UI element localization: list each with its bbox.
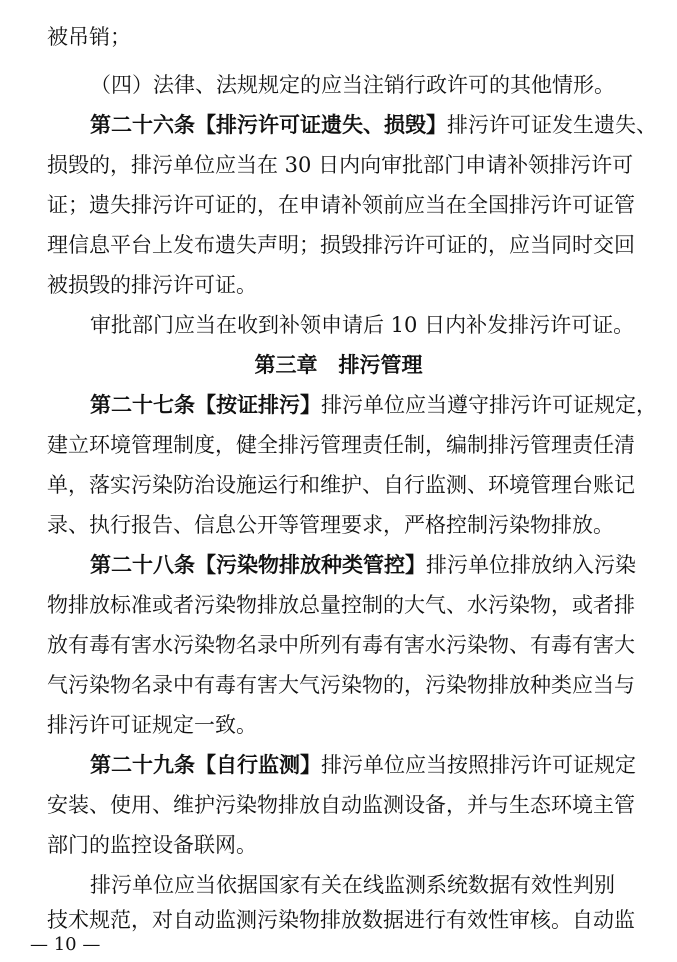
- text-line: 排污单位应当依据国家有关在线监测系统数据有效性判别: [90, 873, 615, 897]
- article-28-title: 第二十八条【污染物排放种类管控】: [90, 552, 426, 577]
- text-line: 部门的监控设备联网。: [47, 833, 257, 857]
- text-line: 放有毒有害水污染物名录中所列有毒有害水污染物、有毒有害大: [47, 633, 635, 657]
- article-26-first-line: [90, 105, 657, 145]
- text-line: 被损毁的排污许可证。: [47, 273, 257, 297]
- text-line: 被吊销；: [47, 25, 131, 49]
- article-27-first-line: [90, 385, 657, 425]
- text-line: 审批部门应当在收到补领申请后 10 日内补发排污许可证。: [90, 313, 635, 337]
- text-line: 气污染物名录中有毒有害大气污染物的，污染物排放种类应当与: [47, 673, 635, 697]
- text-line: 建立环境管理制度，健全排污管理责任制，编制排污管理责任清: [47, 433, 635, 457]
- text-line: 证；遗失排污许可证的，在申请补领前应当在全国排污许可证管: [47, 193, 635, 217]
- chapter-heading: 第三章 排污管理: [254, 352, 423, 377]
- article-28-first-line: [90, 545, 636, 585]
- article-29-title: 第二十九条【自行监测】: [90, 752, 321, 777]
- article-29-first-line: [90, 745, 636, 785]
- text-line: 录、执行报告、信息公开等管理要求，严格控制污染物排放。: [47, 513, 614, 537]
- text-line: 安装、使用、维护污染物排放自动监测设备，并与生态环境主管: [47, 793, 635, 817]
- article-26-title: 第二十六条【排污许可证遗失、损毁】: [90, 112, 447, 137]
- text-line: 单，落实污染防治设施运行和维护、自行监测、环境管理台账记: [47, 473, 635, 497]
- article-27-title: 第二十七条【按证排污】: [90, 392, 321, 417]
- text-line: 物排放标准或者污染物排放总量控制的大气、水污染物，或者排: [47, 593, 635, 617]
- text-line: 排污许可证规定一致。: [47, 713, 257, 737]
- text-line: 技术规范，对自动监测污染物排放数据进行有效性审核。自动监: [47, 908, 635, 932]
- text-line: 理信息平台上发布遗失声明；损毁排污许可证的，应当同时交回: [47, 233, 635, 257]
- article-27-text: 排污单位应当遵守排污许可证规定，: [321, 393, 657, 417]
- article-26-text: 排污许可证发生遗失、: [447, 113, 657, 137]
- text-line: （四）法律、法规规定的应当注销行政许可的其他情形。: [90, 73, 615, 97]
- article-28-text: 排污单位排放纳入污染: [426, 553, 636, 577]
- text-line: 损毁的，排污单位应当在 30 日内向审批部门申请补领排污许可: [47, 153, 634, 177]
- page-number: — 10 —: [30, 934, 101, 955]
- article-29-text: 排污单位应当按照排污许可证规定: [321, 753, 636, 777]
